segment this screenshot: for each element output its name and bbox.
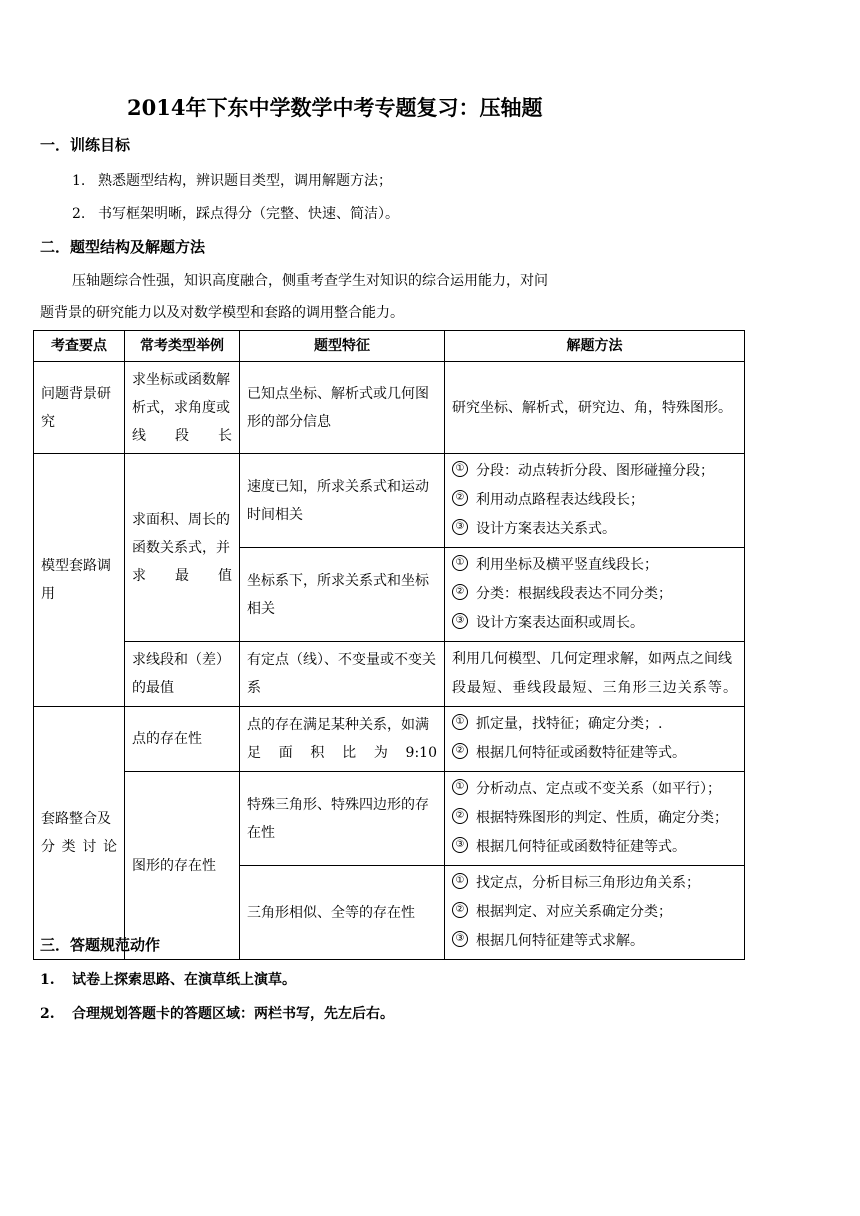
header-cell: 考查要点 — [34, 331, 125, 362]
method-step: ② 根据几何特征或函数特征建等式。 — [452, 739, 737, 768]
list-number: 1. — [72, 173, 86, 189]
table-row — [34, 642, 745, 707]
table-row — [34, 454, 745, 548]
circled-number: ③ — [452, 837, 468, 853]
type-cell: 图形的存在性 — [125, 772, 240, 960]
feature-cell: 速度已知，所求关系式和运动时间相关 — [240, 454, 445, 548]
type-cell: 求面积、周长的函数关系式，并求最值 — [125, 454, 240, 642]
method-step: ③ 设计方案表达面积或周长。 — [452, 609, 737, 638]
list-item — [40, 969, 296, 989]
feature-cell: 点的存在满足某种关系，如满足面积比为9:10 — [240, 707, 445, 772]
list-number: 2. — [72, 206, 86, 222]
feature-cell: 三角形相似、全等的存在性 — [240, 866, 445, 960]
list-text: 书写框架明晰，踩点得分（完整、快速、简洁）。 — [98, 206, 399, 222]
method-step: ② 分类：根据线段表达不同分类； — [452, 580, 737, 609]
table-row — [34, 362, 745, 454]
intro-paragraph-line1: 压轴题综合性强，知识高度融合，侧重考查学生对知识的综合运用能力，对问 — [72, 273, 548, 289]
type-cell: 求线段和（差）的最值 — [125, 642, 240, 707]
circled-number: ② — [452, 743, 468, 759]
list-item — [72, 170, 392, 190]
point-cell: 问题背景研究 — [34, 362, 125, 454]
circled-number: ③ — [452, 519, 468, 535]
method-cell: 研究坐标、解析式，研究边、角，特殊图形。 — [445, 362, 745, 454]
method-step: ② 根据判定、对应关系确定分类； — [452, 898, 737, 927]
method-cell — [445, 772, 745, 866]
method-step: ③ 根据几何特征建等式求解。 — [452, 927, 737, 956]
circled-number: ③ — [452, 931, 468, 947]
method-cell — [445, 454, 745, 548]
section-heading-goals: 一．训练目标 — [40, 136, 131, 154]
method-cell — [445, 866, 745, 960]
section-heading-structure: 二．题型结构及解题方法 — [40, 238, 206, 256]
section-heading-norms: 三．答题规范动作 — [40, 936, 161, 954]
circled-number: ③ — [452, 613, 468, 629]
method-step: ① 抓定量，找特征；确定分类；. — [452, 710, 737, 739]
circled-number: ① — [452, 714, 468, 730]
method-cell — [445, 707, 745, 772]
circled-number: ② — [452, 808, 468, 824]
method-cell: 利用几何模型、几何定理求解，如两点之间线段最短、垂线段最短、三角形三边关系等。 — [445, 642, 745, 707]
point-cell: 套路整合及分类讨论 — [34, 707, 125, 960]
method-step: ① 找定点，分析目标三角形边角关系； — [452, 869, 737, 898]
table-header-row — [34, 331, 745, 362]
method-table — [33, 330, 745, 960]
table-row — [34, 707, 745, 772]
circled-number: ② — [452, 490, 468, 506]
circled-number: ① — [452, 461, 468, 477]
feature-cell: 特殊三角形、特殊四边形的存在性 — [240, 772, 445, 866]
list-text: 试卷上探索思路、在演草纸上演草。 — [72, 972, 296, 988]
list-text: 合理规划答题卡的答题区域：两栏书写，先左后右。 — [72, 1006, 394, 1022]
intro-paragraph-line2: 题背景的研究能力以及对数学模型和套路的调用整合能力。 — [40, 305, 404, 321]
method-step: ① 分析动点、定点或不变关系（如平行）； — [452, 775, 737, 804]
list-item — [40, 1003, 394, 1023]
circled-number: ② — [452, 584, 468, 600]
header-cell: 常考类型举例 — [125, 331, 240, 362]
list-number: 1. — [40, 972, 55, 988]
type-cell: 点的存在性 — [125, 707, 240, 772]
circled-number: ① — [452, 779, 468, 795]
method-step: ③ 设计方案表达关系式。 — [452, 515, 737, 544]
header-cell: 解题方法 — [445, 331, 745, 362]
list-item — [72, 203, 399, 223]
table-row — [34, 772, 745, 866]
type-cell: 求坐标或函数解析式，求角度或线段长 — [125, 362, 240, 454]
circled-number: ① — [452, 555, 468, 571]
header-cell: 题型特征 — [240, 331, 445, 362]
point-cell: 模型套路调用 — [34, 454, 125, 707]
feature-cell: 已知点坐标、解析式或几何图形的部分信息 — [240, 362, 445, 454]
list-text: 熟悉题型结构，辨识题目类型，调用解题方法； — [98, 173, 392, 189]
page-title: 2014年下东中学数学中考专题复习：压轴题 — [127, 95, 543, 120]
feature-cell: 有定点（线）、不变量或不变关系 — [240, 642, 445, 707]
circled-number: ② — [452, 902, 468, 918]
method-cell — [445, 548, 745, 642]
feature-cell: 坐标系下，所求关系式和坐标相关 — [240, 548, 445, 642]
list-number: 2. — [40, 1006, 55, 1022]
method-step: ② 利用动点路程表达线段长； — [452, 486, 737, 515]
method-step: ① 利用坐标及横平竖直线段长； — [452, 551, 737, 580]
method-step: ③ 根据几何特征或函数特征建等式。 — [452, 833, 737, 862]
method-step: ② 根据特殊图形的判定、性质，确定分类； — [452, 804, 737, 833]
method-step: ① 分段：动点转折分段、图形碰撞分段； — [452, 457, 737, 486]
circled-number: ① — [452, 873, 468, 889]
